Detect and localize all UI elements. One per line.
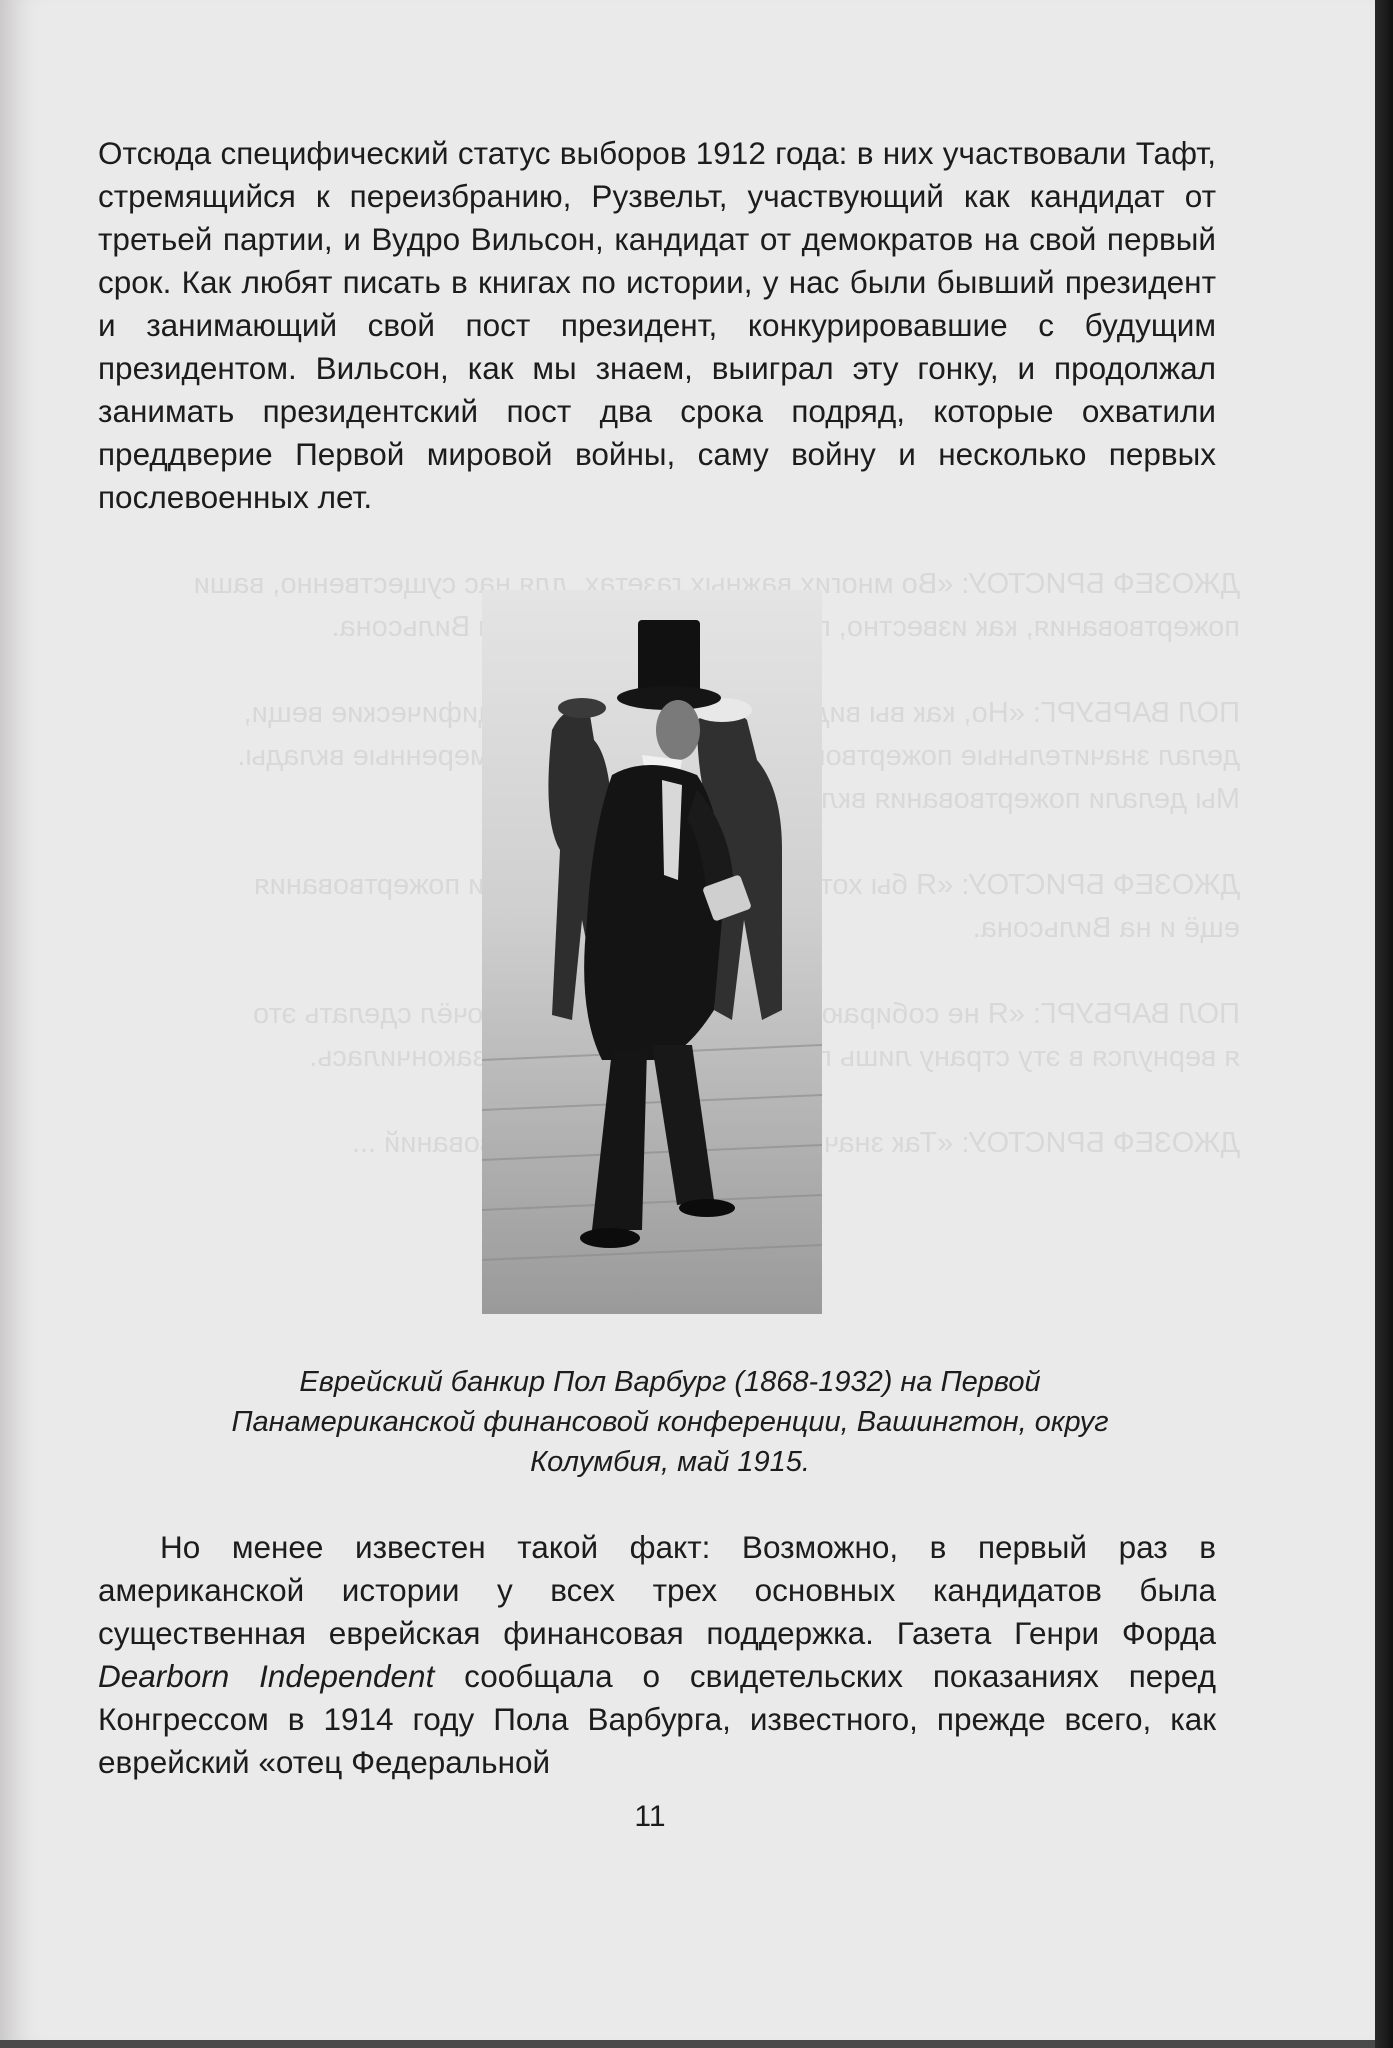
historical-photo <box>482 590 822 1314</box>
caption-line-1: Еврейский банкир Пол Варбург (1868-1932) на Первой <box>299 1366 1041 1398</box>
bleed-through-text: ДЖОЗЕФ БРИСТОУ: «Во многих важных газетах, для нас существенно, ваши пожертвования, как известно, Вильсона. ПОЛ ВАРБУРГ: «Но, как вы специфические вещи, делал значительные пожертвования, умеренные вклады. Мы делали пожертвования ДЖОЗЕФ БРИСТОУ: «Я бы хотел пожертвования ещё и на Вильсона. ПОЛ ВАРБУРГ: «Я не собираюсь сделать это я вернулся в эту страну лишь закончилась. ДЖОЗЕФ БРИСТОУ: «Так значит, ... <box>193 568 1240 1159</box>
photo-man-in-top-hat-icon <box>482 590 822 1314</box>
caption-line-3: Колумбия, май 1915. <box>530 1446 810 1478</box>
paragraph-2 <box>98 1526 1216 1784</box>
newspaper-title: Dearborn Independent <box>98 1658 435 1694</box>
page-number: 11 <box>634 1800 666 1833</box>
paragraph-2-part-1: Но менее известен такой факт: Возможно, в первый раз в американской истории у всех трех основных кандидатов была существенная еврейская финансовая поддержка. Газета Генри Форда <box>98 1529 1216 1651</box>
paragraph-2-part-2: сообщала о свидетельских показаниях перед Конгрессом в 1914 году Пола Варбурга, известного, прежде всего, как еврейский «отец Федеральной <box>98 1658 1216 1780</box>
photo-caption <box>120 1362 1220 1482</box>
caption-line-2: Панамериканской финансовой конференции, Вашингтон, округ <box>231 1406 1109 1438</box>
paragraph-1: Отсюда специфический статус выборов 1912 года: в них участвовали Тафт, стремящийся к переизбранию, Рузвельт, участвующий как кандидат от третьей партии, и Вудро Вильсон, кандидат от демократов на свой первый срок. Как любят писать в книгах по истории, у нас были бывший президент и занимающий свой пост президент, конкурировавшие с будущим президентом. Вильсон, как мы знаем, выиграл эту гонку, и продолжал занимать президентский пост два срока подряд, которые охватили преддверие Первой мировой войны, саму войну и несколько первых послевоенных лет. <box>98 135 1216 515</box>
page-edge-shadow <box>1375 0 1393 2048</box>
